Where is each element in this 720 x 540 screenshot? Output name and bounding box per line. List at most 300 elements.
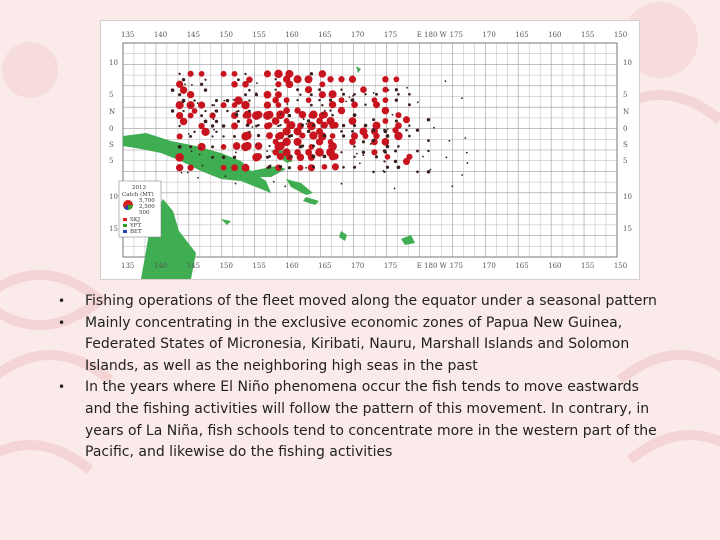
catch-marker	[341, 183, 343, 185]
catch-marker	[235, 183, 237, 185]
catch-marker	[256, 82, 258, 84]
catch-marker	[373, 133, 379, 139]
catch-marker	[397, 165, 401, 169]
right-lat-label: 5	[623, 91, 628, 99]
catch-marker	[294, 75, 302, 83]
catch-marker	[191, 150, 193, 152]
catch-marker	[328, 142, 337, 151]
catch-marker	[211, 135, 213, 137]
catch-marker	[294, 138, 302, 146]
catch-marker	[171, 109, 174, 112]
catch-marker	[362, 151, 365, 154]
bottom-lon-label: 140	[153, 262, 168, 270]
catch-marker	[329, 101, 336, 108]
catch-marker	[340, 151, 342, 153]
catch-marker	[274, 70, 282, 78]
catch-marker	[315, 148, 324, 157]
catch-marker	[176, 164, 183, 171]
top-lon-label: 175	[383, 31, 398, 39]
catch-marker	[383, 160, 385, 162]
catch-marker	[408, 124, 410, 126]
catch-marker	[306, 97, 312, 103]
catch-marker	[373, 92, 375, 94]
catch-marker	[199, 147, 201, 149]
catch-marker	[310, 93, 313, 96]
catch-marker	[213, 118, 215, 120]
catch-marker	[466, 152, 468, 154]
top-lon-label: 160	[285, 31, 299, 39]
catch-marker	[342, 166, 345, 169]
catch-marker	[197, 102, 199, 104]
catch-marker	[204, 79, 206, 81]
catch-marker	[427, 150, 429, 152]
catch-marker	[288, 166, 291, 169]
catch-marker	[307, 119, 310, 122]
catch-marker	[322, 164, 328, 170]
legend-species-yft: YFT	[130, 223, 142, 229]
catch-marker	[184, 83, 186, 85]
left-latitude-labels	[109, 59, 118, 233]
left-lat-label: 15	[109, 225, 118, 233]
catch-marker	[178, 145, 182, 149]
top-lon-label: E 180 W	[416, 31, 447, 39]
catch-marker	[299, 111, 306, 118]
right-lat-label: N	[623, 108, 630, 116]
catch-marker	[201, 128, 209, 136]
catch-marker	[270, 165, 272, 167]
catch-marker	[360, 86, 367, 93]
legend-size-1: 5,700	[139, 198, 155, 204]
catch-marker	[248, 89, 251, 92]
catch-marker	[386, 145, 390, 149]
top-lon-label: 170	[351, 31, 365, 39]
catch-marker	[332, 163, 339, 170]
catch-marker	[461, 97, 463, 99]
catch-marker	[388, 89, 390, 91]
catch-marker	[244, 73, 246, 75]
catch-marker	[305, 86, 312, 93]
catch-marker	[323, 134, 326, 137]
catch-marker	[330, 133, 336, 139]
catch-marker	[242, 164, 250, 172]
catch-marker	[290, 155, 292, 157]
catch-marker	[340, 89, 342, 91]
catch-marker	[192, 108, 198, 114]
catch-marker	[273, 181, 275, 183]
left-lat-label: 10	[109, 59, 118, 67]
catch-marker	[349, 96, 351, 98]
bottom-lon-label: 160	[285, 262, 299, 270]
catch-marker	[241, 101, 249, 109]
catch-marker	[301, 124, 304, 127]
catch-marker	[175, 153, 184, 162]
catch-marker	[427, 139, 430, 142]
bottom-lon-label: 170	[482, 262, 496, 270]
catch-marker	[353, 145, 355, 147]
catch-marker	[385, 154, 391, 160]
catch-marker	[309, 131, 317, 139]
catch-marker	[362, 140, 365, 143]
catch-marker	[448, 140, 450, 142]
catch-marker	[248, 99, 250, 101]
catch-marker	[266, 150, 268, 152]
catch-marker	[236, 111, 238, 113]
catch-marker	[284, 97, 290, 103]
catch-marker	[181, 172, 183, 174]
catch-marker	[199, 71, 205, 77]
bottom-lon-label: 165	[318, 262, 332, 270]
catch-marker	[364, 124, 368, 128]
catch-marker	[215, 99, 218, 102]
catch-marker	[417, 101, 419, 103]
catch-marker	[211, 104, 213, 106]
catch-marker	[310, 104, 313, 107]
catch-marker	[199, 154, 201, 156]
catch-marker	[177, 133, 183, 139]
catch-marker	[464, 137, 466, 139]
catch-marker	[233, 99, 235, 101]
catch-marker	[200, 114, 203, 117]
catch-marker	[257, 124, 259, 126]
catch-marker	[329, 153, 336, 160]
right-lat-label: S	[623, 141, 628, 149]
catch-marker	[382, 97, 388, 103]
catch-marker	[200, 83, 203, 86]
left-lat-label: 0	[109, 125, 114, 133]
catch-marker	[394, 188, 396, 190]
catch-marker	[279, 124, 281, 126]
catch-marker	[237, 120, 240, 123]
legend-species-bet: BET	[130, 229, 142, 235]
catch-marker	[187, 91, 194, 98]
catch-marker	[353, 166, 356, 169]
catch-marker	[386, 166, 389, 169]
catch-marker	[445, 157, 447, 159]
catch-marker	[268, 155, 271, 158]
bottom-lon-label: 175	[383, 262, 398, 270]
catch-marker	[427, 118, 430, 121]
catch-marker	[277, 132, 284, 139]
catch-marker	[416, 150, 419, 153]
catch-marker	[382, 76, 388, 82]
catch-marker	[351, 98, 355, 102]
catch-marker	[215, 131, 217, 133]
bullet-item: • Fishing operations of the fleet moved along the equator under a seasonal pattern	[58, 291, 668, 313]
catch-marker	[244, 93, 247, 96]
catch-marker	[444, 80, 446, 82]
legend-size-3: 500	[139, 210, 150, 216]
catch-marker	[327, 76, 333, 82]
catch-marker	[382, 87, 388, 93]
map-legend	[119, 181, 161, 237]
catch-marker	[395, 119, 398, 122]
catch-marker	[243, 142, 251, 150]
catch-marker	[372, 139, 375, 142]
catch-marker	[319, 81, 325, 87]
top-lon-label: 165	[318, 31, 332, 39]
catch-marker	[395, 112, 401, 118]
catch-marker	[422, 156, 424, 158]
catch-marker	[416, 128, 419, 131]
catch-marker	[316, 138, 323, 145]
left-lat-label: S	[109, 141, 114, 149]
catch-marker	[342, 134, 345, 137]
top-lon-label: 155	[252, 31, 266, 39]
left-lat-label: 5	[109, 157, 114, 165]
catch-marker	[373, 101, 380, 108]
top-lon-label: 150	[613, 31, 628, 39]
catch-marker	[371, 149, 377, 155]
catch-marker	[290, 134, 293, 137]
catch-marker	[351, 130, 354, 133]
catch-marker	[235, 113, 238, 116]
catch-marker	[266, 111, 274, 119]
catch-marker	[405, 129, 408, 132]
catch-marker	[323, 155, 327, 159]
catch-marker	[257, 134, 260, 137]
catch-marker	[351, 101, 358, 108]
catch-marker	[255, 142, 263, 150]
bottom-lon-label: 160	[548, 262, 562, 270]
catch-marker	[268, 145, 270, 147]
catch-marker	[276, 142, 285, 151]
catch-marker	[197, 177, 199, 179]
legend-swatch-skj	[123, 218, 127, 221]
bottom-lon-label: 145	[186, 262, 201, 270]
catch-marker	[204, 88, 207, 91]
catch-marker	[231, 81, 238, 88]
catch-marker	[226, 110, 229, 113]
catch-marker	[277, 153, 284, 160]
catch-marker	[233, 156, 236, 159]
catch-marker	[319, 91, 326, 98]
catch-marker	[188, 71, 194, 77]
legend-pie-icon	[123, 200, 133, 210]
catch-marker	[279, 165, 282, 168]
catch-marker	[272, 97, 279, 104]
catch-marker	[349, 76, 356, 83]
catch-marker	[178, 125, 180, 127]
bullet-list	[58, 291, 668, 464]
catch-marker	[255, 143, 257, 145]
catch-marker	[198, 102, 205, 109]
top-lon-label: 150	[219, 31, 233, 39]
catch-marker	[215, 120, 218, 123]
bottom-lon-label: 155	[581, 262, 595, 270]
top-longitude-labels	[121, 31, 627, 39]
catch-marker	[329, 122, 335, 128]
legend-species-skj: SKJ	[130, 217, 141, 223]
catch-marker	[222, 124, 226, 128]
catch-marker	[264, 70, 271, 77]
top-lon-label: 145	[186, 31, 201, 39]
catch-marker	[319, 70, 326, 77]
catch-marker	[222, 135, 224, 137]
catch-marker	[301, 144, 304, 147]
bottom-lon-label: 175	[449, 262, 463, 270]
catch-marker	[312, 165, 315, 168]
top-lon-label: 165	[515, 31, 529, 39]
catch-marker	[231, 123, 238, 130]
catch-marker	[266, 132, 273, 139]
catch-marker	[221, 71, 227, 77]
catch-marker	[433, 127, 435, 129]
catch-marker	[188, 113, 194, 119]
catch-marker	[312, 124, 315, 127]
catch-marker	[189, 105, 191, 107]
catch-marker	[212, 113, 214, 115]
left-lat-label: 5	[109, 91, 114, 99]
catch-marker	[395, 88, 398, 91]
catch-marker	[171, 88, 175, 92]
catch-marker	[403, 158, 410, 165]
catch-marker	[243, 131, 251, 139]
catch-marker	[232, 71, 238, 77]
catch-marker	[182, 78, 185, 81]
top-lon-label: 170	[482, 31, 496, 39]
catch-marker	[288, 157, 290, 159]
catch-marker	[299, 94, 301, 96]
left-lat-label: N	[109, 108, 116, 116]
catch-marker	[307, 130, 310, 133]
catch-marker	[226, 99, 229, 102]
catch-marker	[211, 156, 214, 159]
catch-marker	[187, 172, 189, 174]
top-lon-label: 140	[153, 31, 168, 39]
catch-marker	[221, 102, 227, 108]
catch-marker	[255, 111, 263, 119]
catch-marker	[188, 133, 190, 135]
catch-marker	[178, 93, 181, 96]
catch-marker	[191, 84, 193, 86]
catch-marker	[274, 89, 276, 91]
catch-marker	[277, 125, 279, 127]
catch-marker	[231, 164, 238, 171]
catch-marker	[375, 155, 378, 158]
catch-marker	[356, 153, 358, 155]
top-lon-label: 155	[581, 31, 595, 39]
catch-marker	[408, 93, 411, 96]
catch-marker	[461, 174, 463, 176]
catch-marker	[182, 101, 184, 103]
catch-marker	[345, 100, 347, 102]
catch-marker	[222, 156, 226, 160]
right-lat-label: 15	[623, 225, 632, 233]
catch-marker	[392, 127, 398, 133]
catch-marker	[394, 149, 397, 152]
bottom-lon-label: 150	[219, 262, 233, 270]
catch-marker	[362, 154, 364, 156]
catch-marker	[187, 165, 193, 171]
catch-marker	[193, 99, 195, 101]
legend-title: 2013	[132, 185, 146, 191]
catch-marker	[283, 76, 290, 83]
catch-marker	[338, 107, 345, 114]
catch-marker	[429, 169, 431, 171]
catch-marker	[382, 138, 390, 146]
catch-marker	[213, 104, 215, 106]
right-lat-label: 5	[623, 157, 628, 165]
catch-marker	[382, 107, 389, 114]
catch-marker	[234, 96, 242, 104]
catch-marker	[305, 167, 307, 169]
catch-marker	[385, 129, 387, 131]
catch-marker	[416, 171, 419, 174]
catch-marker	[233, 142, 241, 150]
catch-marker	[427, 170, 430, 173]
catch-marker	[178, 73, 180, 75]
catch-marker	[387, 128, 389, 130]
catch-marker	[312, 144, 315, 147]
catch-marker	[339, 97, 345, 103]
catch-marker	[275, 78, 277, 80]
catch-marker	[235, 151, 237, 153]
bullet-item: • Mainly concentrating in the exclusive economic zones of Papua New Guinea, Federated States of Micronesia, Kiribati, Nauru, Marshall Islands and Solomon Islands, as well as the neighboring high seas in the past	[58, 313, 668, 378]
catch-marker	[233, 135, 236, 138]
catch-marker	[353, 156, 355, 158]
catch-marker	[353, 113, 357, 117]
catch-marker	[189, 135, 192, 138]
catch-marker	[204, 120, 208, 124]
catch-marker	[364, 93, 366, 95]
catch-marker	[383, 149, 386, 152]
catch-marker	[329, 109, 331, 111]
catch-marker	[408, 135, 411, 138]
left-lat-label: 10	[109, 193, 118, 201]
catch-marker	[213, 129, 215, 131]
legend-size-2: 2,500	[139, 204, 155, 210]
catch-marker	[466, 162, 468, 164]
catch-marker	[397, 145, 400, 148]
fishing-catch-map	[100, 20, 640, 280]
catch-marker	[288, 121, 296, 129]
catch-marker	[303, 118, 305, 120]
bottom-lon-label: 150	[613, 262, 628, 270]
catch-marker	[255, 92, 257, 94]
catch-marker	[318, 99, 320, 101]
catch-marker	[329, 90, 337, 98]
bottom-lon-label: 165	[515, 262, 529, 270]
bottom-lon-label: 170	[351, 262, 365, 270]
catch-marker	[392, 114, 394, 116]
catch-marker	[287, 103, 289, 105]
catch-marker	[225, 175, 227, 177]
catch-marker	[349, 117, 357, 125]
bottom-lon-label: E 180 W	[416, 262, 447, 270]
legend-subtitle: Catch (MT)	[122, 192, 154, 198]
catch-marker	[180, 86, 187, 93]
catch-marker	[189, 145, 192, 148]
catch-marker	[204, 110, 206, 112]
catch-marker	[342, 93, 345, 96]
top-lon-label: 175	[449, 31, 463, 39]
catch-marker	[255, 153, 262, 160]
catch-marker	[214, 110, 216, 112]
catch-marker	[375, 93, 378, 96]
catch-marker	[299, 133, 305, 139]
catch-marker	[211, 124, 214, 127]
right-latitude-labels	[623, 59, 632, 233]
right-lat-label: 10	[623, 193, 632, 201]
catch-marker	[321, 104, 323, 106]
catch-marker	[352, 95, 354, 97]
catch-marker	[322, 112, 324, 114]
catch-marker	[246, 118, 252, 124]
catch-marker	[275, 81, 281, 87]
legend-swatch-yft	[123, 224, 127, 227]
catch-marker	[321, 122, 328, 129]
catch-marker	[340, 130, 343, 133]
